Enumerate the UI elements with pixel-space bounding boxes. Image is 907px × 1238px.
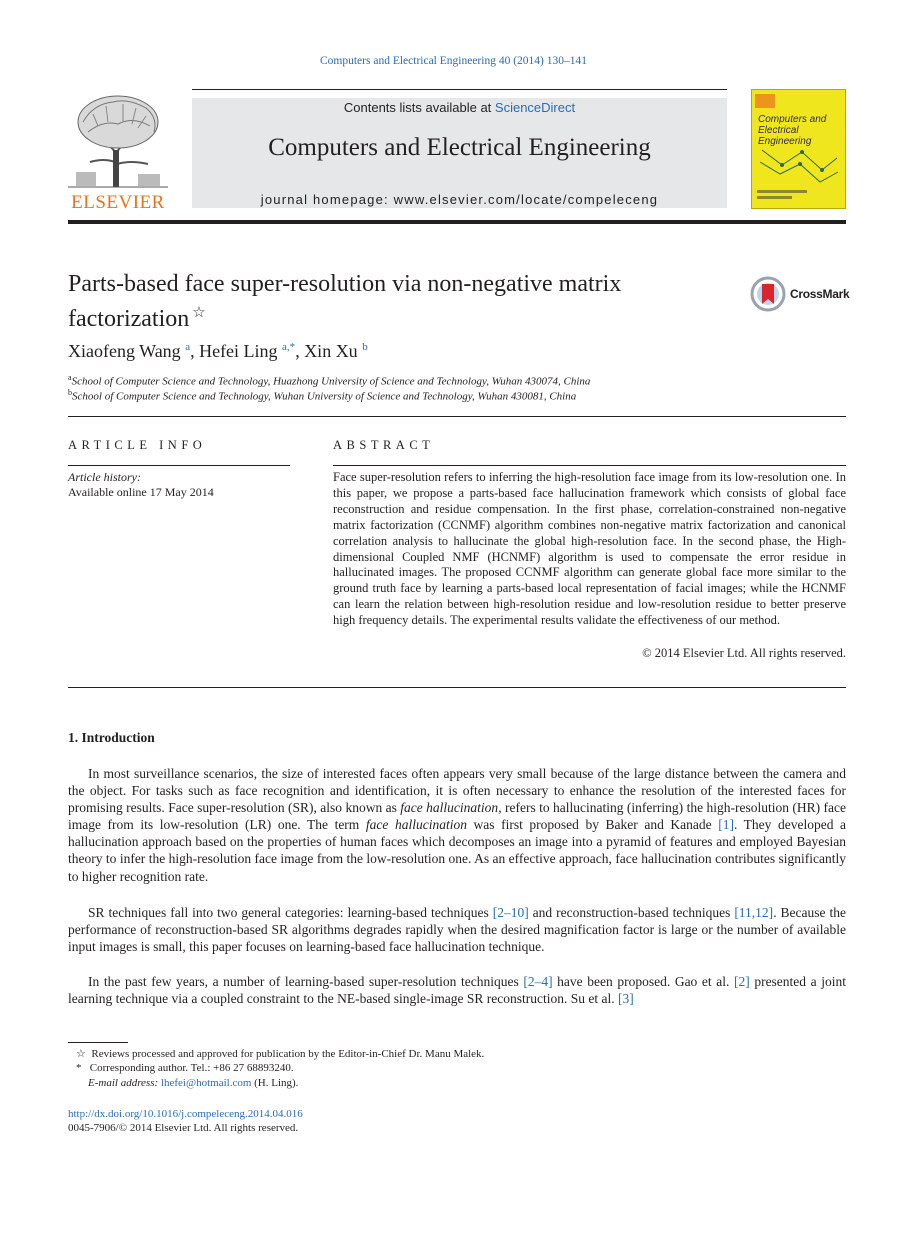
text-run: and reconstruction-based techniques [528, 905, 735, 920]
crossmark-label: CrossMark [790, 287, 850, 301]
article-history-label: Article history: [68, 470, 141, 484]
contents-availability [192, 100, 727, 115]
text-run: . Because the performance of reconstruction-based SR algorithms degrades rapidly when the desired magnification factor is large or the number of available input images is small, this paper focuses on learning-based face hallucination technique. [68, 905, 846, 955]
section-divider [68, 687, 846, 688]
text-run: In the past few years, a number of learning-based super-resolution techniques [88, 974, 524, 989]
article-title [68, 270, 728, 334]
footnote-mark: ☆ [76, 1048, 86, 1060]
header-thick-rule [68, 220, 846, 224]
homepage-prefix: journal homepage: [260, 192, 394, 207]
email-link[interactable]: lhefei@hotmail.com [160, 1077, 252, 1089]
text-run: SR techniques fall into two general categories: learning-based techniques [88, 905, 493, 920]
crossmark-icon [750, 276, 786, 312]
article-history-value: Available online 17 May 2014 [68, 485, 214, 499]
citation-link[interactable]: [3] [617, 991, 634, 1007]
email-suffix: (H. Ling). [251, 1077, 299, 1089]
body-paragraph [68, 904, 846, 955]
journal-cover [751, 89, 846, 209]
title-footnote-star[interactable]: ☆ [192, 305, 206, 321]
citation-link[interactable]: [1] [718, 817, 734, 833]
section-divider [68, 416, 846, 417]
footnote-email [88, 1077, 298, 1089]
affiliation [68, 373, 590, 388]
text-run: presented a joint learning technique via a coupled constraint to the NE-based single-image SR reconstruction. Su et al. [68, 974, 846, 1007]
tree-logo-icon [68, 92, 168, 190]
issn-copyright: 0045-7906/© 2014 Elsevier Ltd. All rights reserved. [68, 1122, 299, 1134]
cover-graphic-icon [752, 90, 845, 208]
citation-link[interactable]: [2–10] [492, 905, 529, 920]
text-run: . They developed a hallucination approach based on the properties of human faces which decomposes an image into a pyramid of features and employed Bayesian theory to infer the high-resolution face image from the low-resolution one. As an effective approach, face hallucination contributes significantly to higher recognition rate. [68, 817, 847, 884]
footnote [76, 1047, 484, 1060]
author-affil-mark[interactable]: a [185, 341, 191, 353]
author-affil-mark[interactable]: b [362, 341, 368, 353]
text-run: , refers to hallucinating (inferring) the high-resolution (HR) face image from its low-resolution (LR) one. The term [68, 800, 847, 833]
doi-link[interactable]: http://dx.doi.org/10.1016/j.compeleceng.2014.04.016 [68, 1108, 303, 1120]
journal-homepage [192, 192, 727, 207]
affiliation-text: School of Computer Science and Technology, Huazhong University of Science and Technology, Wuhan 430074, China [71, 375, 591, 388]
article-info-rule [68, 465, 290, 466]
cover-title [758, 114, 842, 147]
abstract-heading: ABSTRACT [333, 438, 435, 452]
body-paragraph [68, 765, 846, 885]
elsevier-logo [68, 92, 168, 212]
body-paragraph [68, 973, 846, 1007]
sciencedirect-link[interactable]: ScienceDirect [494, 100, 576, 115]
cover-title-line2: Electrical Engineering [758, 125, 812, 147]
footnote-mark: * [76, 1062, 82, 1074]
affiliation-mark: b [68, 388, 72, 397]
introduction-heading: 1. Introduction [68, 730, 155, 745]
affiliation-text: School of Computer Science and Technology, Wuhan University of Science and Technology, Wuhan 430081, China [72, 390, 577, 403]
text-run: have been proposed. Gao et al. [552, 974, 734, 989]
footnote-text: Reviews processed and approved for publication by the Editor-in-Chief Dr. Manu Malek. [91, 1048, 485, 1060]
journal-title: Computers and Electrical Engineering [268, 134, 651, 161]
homepage-url[interactable]: www.elsevier.com/locate/compeleceng [393, 192, 659, 207]
crossmark-badge[interactable] [750, 276, 850, 312]
footnote [76, 1062, 294, 1074]
author-name[interactable]: Xin Xu [304, 341, 358, 361]
author-name[interactable]: Xiaofeng Wang [68, 341, 181, 361]
abstract-copyright: © 2014 Elsevier Ltd. All rights reserved. [642, 646, 846, 660]
author-name[interactable]: Hefei Ling [199, 341, 278, 361]
author-list: Xiaofeng Wang $^a$, Hefei Ling $^{a,*}$, Xin Xu $^b$ [68, 341, 368, 361]
abstract-text: Face super-resolution refers to inferring the high-resolution face image from its low-resolution one. In this paper, we propose a parts-based face hallucination framework which consists of global face reconstruction and residue compensation. In the first phase, correlation-constrained non-negative matrix factorization (CCNMF) algorithm combines non-negative matrix factorization and canonical correlation analysis to hallucinate the global high-resolution face. In the second phase, the High-dimensional Coupled NMF (HCNMF) algorithm is used to compensate the error residue in hallucinated images. The proposed CCNMF algorithm can generate global face more similar to the ground truth face by learning a parts-based local representation of facial images; while the HCNMF can learn the relation between high-resolution residue and low-resolution residue to better preserve high frequency details. The experimental results validate the effectiveness of our method. [333, 470, 846, 628]
abstract-rule [333, 465, 846, 466]
emphasis-term: face hallucination [365, 817, 467, 833]
article-info-heading: ARTICLE INFO [68, 438, 207, 452]
affiliation-mark: a [68, 373, 72, 382]
citation-link[interactable]: [2–4] [523, 974, 553, 989]
affiliation [68, 388, 576, 403]
email-label: E-mail address: [88, 1077, 159, 1089]
title-line1: Parts-based face super-resolution via non-negative matrix [68, 271, 622, 297]
emphasis-term: face hallucination [400, 800, 499, 816]
text-run: In most surveillance scenarios, the size of interested faces often appears very small because of the large distance between the camera and the object. For tasks such as face recognition and identification, it is often necessary to enhance the resolution of the interested faces for promising results. Face super-resolution (SR), also known as [68, 766, 846, 816]
citation-link[interactable]: [11,12] [734, 905, 774, 920]
footnote-text: Corresponding author. Tel.: +86 27 68893240. [89, 1062, 294, 1074]
author-affil-mark[interactable]: a,* [282, 341, 296, 353]
text-run: was first proposed by Baker and Kanade [466, 817, 719, 833]
elsevier-wordmark: ELSEVIER [71, 192, 165, 213]
title-line2: factorization [68, 306, 190, 332]
cover-title-line1: Computers and [758, 114, 827, 125]
citation-link[interactable]: [2] [733, 974, 750, 989]
contents-prefix: Contents lists available at [343, 100, 495, 115]
journal-reference[interactable]: Computers and Electrical Engineering 40 (2014) 130–141 [320, 55, 587, 67]
header-divider [192, 89, 727, 90]
footnote-rule [68, 1042, 128, 1043]
